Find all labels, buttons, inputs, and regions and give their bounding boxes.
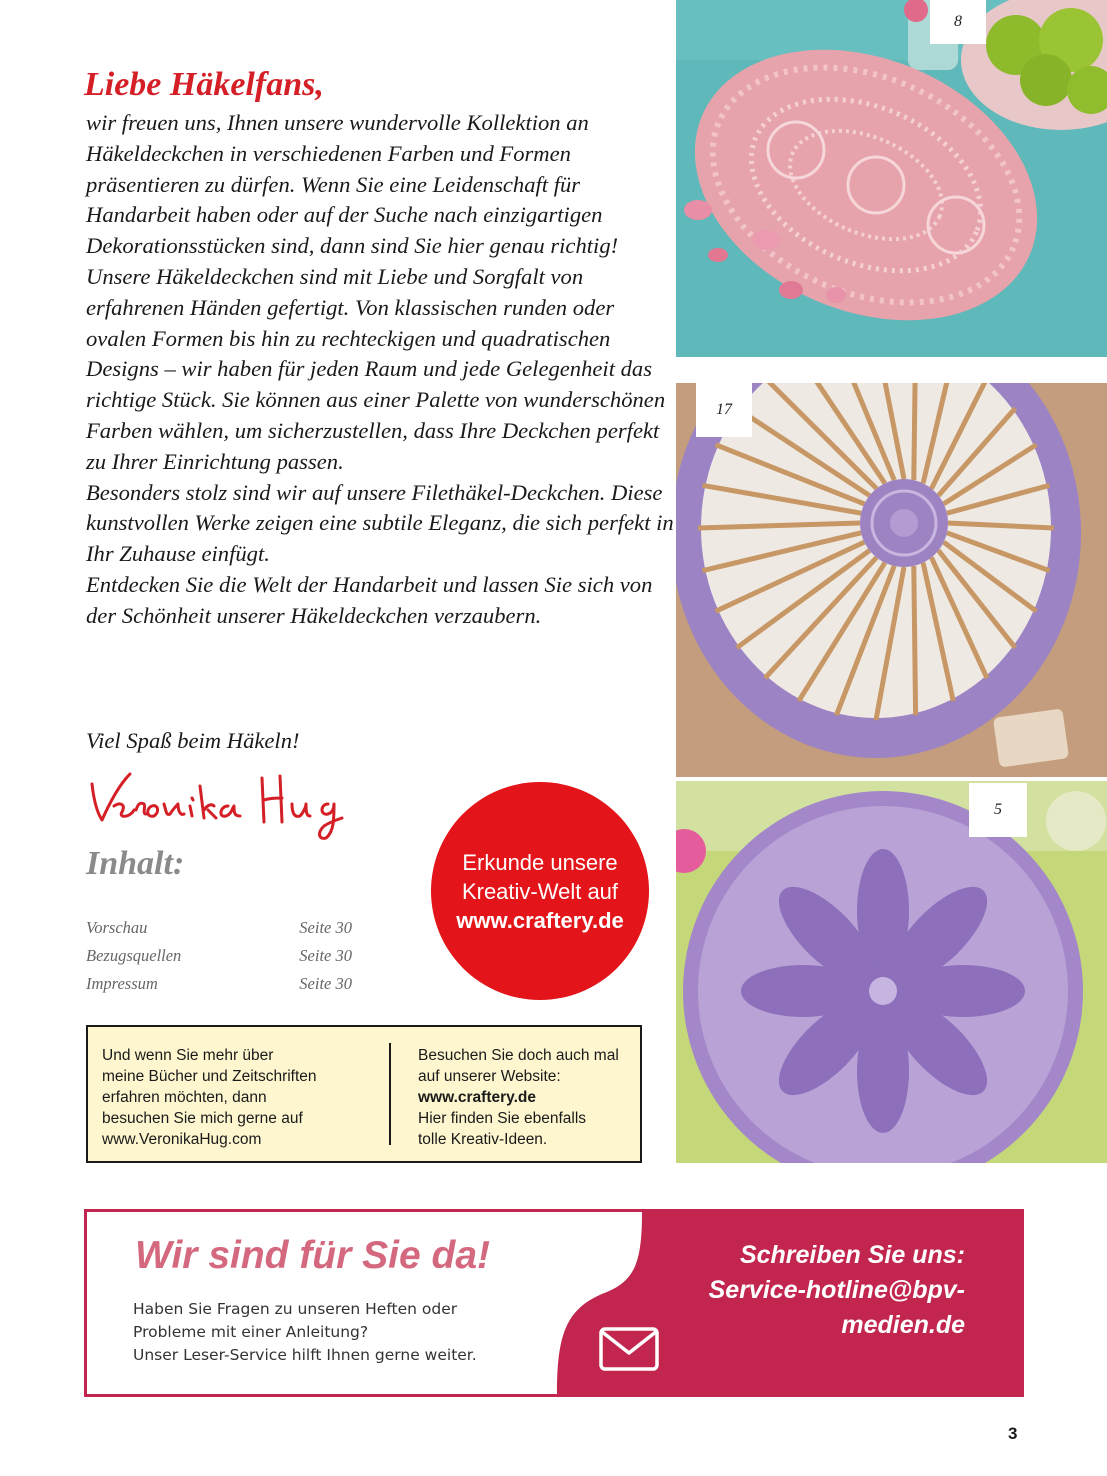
toc-page: Seite 30 — [299, 974, 352, 993]
reader-service-box — [84, 1209, 1024, 1397]
service-text-line: Probleme mit einer Anleitung? — [133, 1323, 369, 1341]
pattern-number-badge: 8 — [930, 0, 986, 44]
promo-line-2: Kreativ-Welt auf — [461, 878, 619, 904]
intro-paragraph-2: Unsere Häkeldeckchen sind mit Liebe und Sorgfalt von erfahrenen Händen gefertigt. Von klassischen runden oder ovalen Formen bis hin zu rechteckigen und quadratischen Designs – wir haben für jeden Raum und jede Gelegenheit das richtige Stück. Sie können aus einer Palette von wunderschönen Farben wählen, um sicherzustellen, dass Ihre Deckchen perfekt zu Ihrer Einrichtung passen. — [86, 263, 666, 474]
write-us-label: Schreiben Sie uns: — [739, 1241, 965, 1269]
page-number: 3 — [1008, 1424, 1018, 1443]
info-website-line: Hier finden Sie ebenfalls — [418, 1110, 587, 1127]
lilac-doily-image — [676, 781, 1107, 1163]
toc-row[interactable] — [86, 974, 352, 994]
info-divider — [389, 1043, 391, 1145]
author-website-link[interactable]: www.VeronikaHug.com — [102, 1131, 262, 1148]
info-website-line: tolle Kreativ-Ideen. — [418, 1131, 548, 1148]
info-website-line: auf unserer Website: — [418, 1068, 561, 1085]
pattern-number-badge: 17 — [696, 383, 752, 437]
info-author-line: besuchen Sie mich gerne auf — [102, 1110, 303, 1127]
info-website-line: Besuchen Sie doch auch mal — [418, 1047, 619, 1064]
service-text-line: Haben Sie Fragen zu unseren Heften oder — [133, 1300, 458, 1318]
pink-doily-image — [676, 0, 1107, 357]
toc-page: Seite 30 — [299, 946, 352, 965]
intro-paragraph-3: Besonders stolz sind wir auf unsere Filethäkel-Deckchen. Diese kunstvollen Werke zeigen eine subtile Eleganz, die sich perfekt in Ihr Zuhause einfügt. — [86, 479, 674, 567]
info-author-line: erfahren möchten, dann — [102, 1089, 267, 1106]
info-author-text — [102, 1045, 372, 1150]
photo-pink-oval-doily[interactable] — [676, 0, 1107, 357]
signature-image — [84, 762, 354, 842]
photo-striped-round-doily[interactable] — [676, 383, 1107, 777]
service-email-contact[interactable] — [665, 1238, 965, 1343]
intro-paragraph-4: Entdecken Sie die Welt der Handarbeit und lassen Sie sich von der Schönheit unserer Häkeldeckchen verzaubern. — [86, 571, 653, 628]
intro-paragraph-1: wir freuen uns, Ihnen unsere wundervolle Kollektion an Häkeldeckchen in verschiedenen Farben und Formen präsentieren zu dürfen. Wenn Sie eine Leidenschaft für Handarbeit haben oder auf der Suche nach einzigartigen Dekorationsstücken sind, dann sind Sie hier genau richtig! — [86, 110, 619, 259]
doily-spoke — [914, 383, 916, 480]
promo-line-1: Erkunde unsere — [462, 849, 618, 875]
info-author-line: Und wenn Sie mehr über — [102, 1047, 274, 1064]
closing-line: Viel Spaß beim Häkeln! — [86, 728, 300, 753]
service-email-link[interactable]: medien.de — [841, 1311, 965, 1339]
promo-url-link[interactable]: www.craftery.de — [456, 907, 624, 933]
toc-row[interactable] — [86, 918, 352, 938]
toc-label: Impressum — [86, 974, 158, 993]
craftery-website-link[interactable]: www.craftery.de — [418, 1089, 537, 1106]
pattern-number-badge: 5 — [969, 783, 1027, 837]
toc-row[interactable] — [86, 946, 352, 966]
service-headline: Wir sind für Sie da! — [135, 1234, 491, 1277]
service-text-line: Unser Leser-Service hilft Ihnen gerne weiter. — [133, 1346, 477, 1364]
intro-text — [86, 108, 676, 632]
striped-doily-image — [676, 383, 1107, 777]
info-box — [86, 1025, 642, 1163]
craftery-promo-badge[interactable] — [431, 782, 649, 1000]
toc-page: Seite 30 — [299, 918, 352, 937]
greeting-heading: Liebe Häkelfans, — [84, 66, 324, 103]
doily-spoke — [914, 566, 916, 715]
toc-label: Bezugsquellen — [86, 946, 182, 965]
service-description — [133, 1298, 553, 1367]
info-website-text — [418, 1045, 638, 1150]
info-author-line: meine Bücher und Zeitschriften — [102, 1068, 317, 1085]
service-email-link[interactable]: Service-hotline@bpv- — [708, 1276, 965, 1304]
toc-label: Vorschau — [86, 918, 148, 937]
photo-lilac-floral-doily[interactable] — [676, 781, 1107, 1163]
contents-title: Inhalt: — [86, 845, 185, 882]
